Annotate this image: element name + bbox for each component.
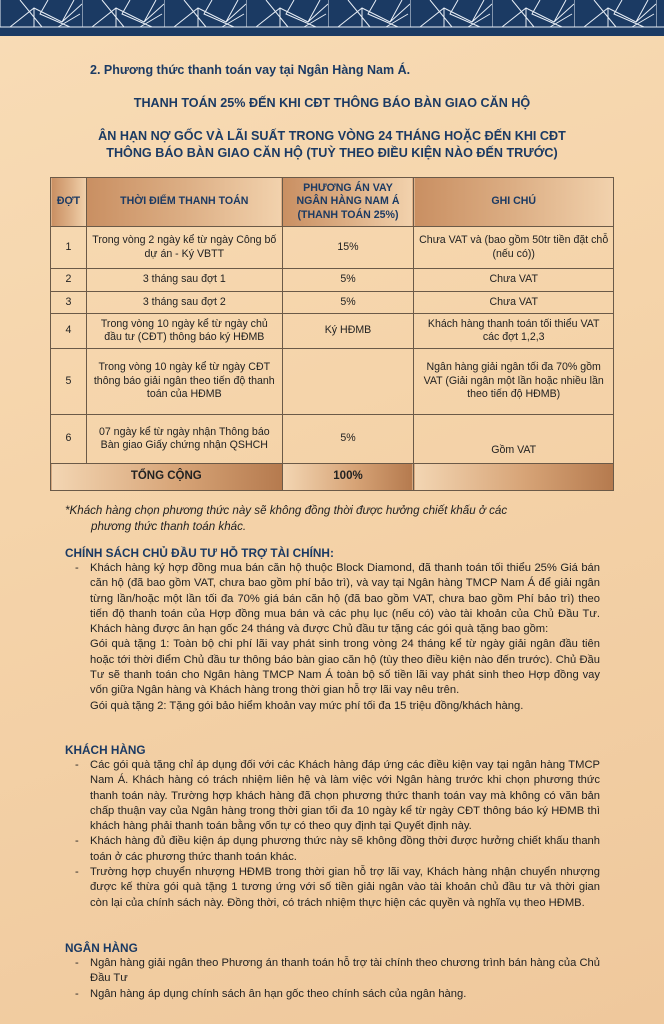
list-item	[70, 987, 600, 1002]
table-header-row	[51, 178, 614, 227]
header-note: GHI CHÚ	[414, 178, 614, 227]
list-item	[70, 561, 600, 637]
cell-dot: 6	[51, 415, 87, 464]
bullet-dash: -	[75, 562, 79, 574]
cell-time: Trong vòng 10 ngày kể từ ngày chủ đầu tư (CĐT) thông báo ký HĐMB	[86, 314, 282, 349]
policy-body	[70, 561, 600, 714]
cell-plan: 5%	[282, 292, 414, 314]
cell-plan: 5%	[282, 415, 414, 464]
header-band	[0, 0, 664, 36]
footnote-line1: *Khách hàng chọn phương thức này sẽ không đồng thời được hưởng chiết khấu ở các	[65, 504, 508, 517]
table-row	[51, 314, 614, 349]
header-plan: PHƯƠNG ÁN VAY NGÂN HÀNG NAM Á (THANH TOÁN 25%)	[282, 178, 414, 227]
customer-title: KHÁCH HÀNG	[65, 743, 146, 757]
table-row	[51, 269, 614, 292]
table-row	[51, 292, 614, 314]
title-grace-line1: ÂN HẠN NỢ GỐC VÀ LÃI SUẤT TRONG VÒNG 24 THÁNG HOẶC ĐẾN KHI CĐT	[98, 129, 566, 143]
list-item	[70, 956, 600, 987]
cell-note: Gồm VAT	[414, 415, 614, 464]
item-text: Các gói quà tặng chỉ áp dụng đối với các Khách hàng đáp ứng các điều kiện vay tại ngân hàng TMCP Nam Á. Khách hàng có trách nhiệm liên hệ và làm việc với Ngân hàng trước khi chọn phương thức thanh toán này. Trường hợp khách hàng đã chọn phương thức thanh toán vay mà không có văn bản chấp thuận vay của Ngân hàng trong thời gian tối đa 10 ngày kể từ ngày CĐT thông báo ký HĐMB thì khách hàng phải thanh toán bằng vốn tự có theo quy định tại Quyết định này.	[90, 759, 600, 833]
cell-time: Trong vòng 10 ngày kể từ ngày CĐT thông báo giải ngân theo tiến độ thanh toán của HĐMB	[86, 349, 282, 415]
bullet-dash: -	[75, 987, 79, 1000]
bullet-dash: -	[75, 835, 79, 848]
table-row	[51, 349, 614, 415]
item-text: Ngân hàng áp dụng chính sách ân hạn gốc theo chính sách của ngân hàng.	[90, 987, 467, 1000]
list-item	[70, 834, 600, 865]
gift-1: Gói quà tặng 1: Toàn bộ chi phí lãi vay phát sinh trong vòng 24 tháng kể từ ngày giải ngân đầu tiên hoặc tới thời điểm Chủ đầu tư thông báo bàn giao căn hộ (tùy theo điều kiện nào đến trước). Chủ Đầu Tư sẽ thanh toán cho Ngân hàng TMCP Nam Á toàn bộ số tiền lãi vay phát sinh theo Hợp đồng vay vốn giữa Ngân hàng và Khách hàng trong thời gian hỗ trợ lãi vay nêu trên.	[90, 638, 600, 697]
bullet-dash: -	[75, 957, 79, 969]
title-grace-line2: THÔNG BÁO BÀN GIAO CĂN HỘ (TUỲ THEO ĐIỀU KIỆN NÀO ĐẾN TRƯỚC)	[106, 146, 558, 160]
bank-title: NGÂN HÀNG	[65, 941, 138, 955]
cell-plan: 5%	[282, 269, 414, 292]
table-total-row	[51, 464, 614, 491]
total-label: TỔNG CỘNG	[51, 464, 283, 491]
cell-dot: 4	[51, 314, 87, 349]
cell-note: Ngân hàng giải ngân tối đa 70% gồm VAT (Giải ngân một lần hoặc nhiều lần theo tiến độ HĐMB)	[414, 349, 614, 415]
section-heading: 2. Phương thức thanh toán vay tại Ngân Hàng Nam Á.	[90, 63, 411, 77]
gift-2: Gói quà tặng 2: Tặng gói bảo hiểm khoản vay mức phí tối đa 15 triệu đồng/khách hàng.	[90, 699, 524, 712]
item-text: Khách hàng ký hợp đồng mua bán căn hộ thuộc Block Diamond, đã thanh toán tối thiểu 25% Giá bán căn hộ (đã bao gồm VAT, chưa bao gồm phí bảo trì), và vay tại Ngân hàng TMCP Nam Á để giải ngân từng lần/hoặc một lần tối đa 70% giá bán căn hộ (đã bao gồm VAT, chưa bao gồm Phí bảo trì) theo tiến độ thanh toán của Hợp đồng mua bán và các phụ lục (nếu có) vào tài khoản của Chủ Đầu Tư. Khách hàng được ân hạn gốc 24 tháng và được Chủ đầu tư tặng các gói quà tặng bao gồm:	[90, 562, 600, 636]
footnote	[65, 503, 600, 535]
table-row	[51, 227, 614, 269]
cell-dot: 1	[51, 227, 87, 269]
list-item	[70, 758, 600, 834]
cell-dot: 2	[51, 269, 87, 292]
payment-table	[50, 177, 614, 491]
cell-plan: Ký HĐMB	[282, 314, 414, 349]
cell-dot: 3	[51, 292, 87, 314]
policy-title: CHÍNH SÁCH CHỦ ĐẦU TƯ HỖ TRỢ TÀI CHÍNH:	[65, 546, 334, 560]
header-time: THỜI ĐIỂM THANH TOÁN	[86, 178, 282, 227]
bullet-dash: -	[75, 759, 79, 771]
item-text: Khách hàng đủ điều kiện áp dụng phương thức này sẽ không đồng thời được hưởng chiết khấu thanh toán ở các phương thức thanh toán khác.	[90, 835, 600, 863]
cell-note: Chưa VAT	[414, 269, 614, 292]
total-value: 100%	[282, 464, 414, 491]
cell-dot: 5	[51, 349, 87, 415]
footnote-line2: phương thức thanh toán khác.	[91, 520, 247, 533]
list-item	[70, 865, 600, 911]
cell-note: Chưa VAT	[414, 292, 614, 314]
item-text: Ngân hàng giải ngân theo Phương án thanh toán hỗ trợ tài chính theo chương trình bán hàng của Chủ Đầu Tư	[90, 957, 600, 985]
customer-body	[70, 758, 600, 911]
cell-time: 3 tháng sau đợt 2	[86, 292, 282, 314]
item-text: Trường hợp chuyển nhượng HĐMB trong thời gian hỗ trợ lãi vay, Khách hàng nhận chuyển nhượng được kế thừa gói quà tặng 1 tương ứng với số tiền giải ngân vào tài khoản chủ đầu tư và thời gian còn lại của chính sách này. Đồng thời, có trách nhiệm thực hiện các quyền và nghĩa vụ theo HĐMB.	[90, 866, 600, 909]
bullet-dash: -	[75, 866, 79, 879]
cell-plan: 15%	[282, 227, 414, 269]
cell-note: Khách hàng thanh toán tối thiểu VAT các đợt 1,2,3	[414, 314, 614, 349]
cell-note: Chưa VAT và (bao gồm 50tr tiền đặt chỗ (nếu có))	[414, 227, 614, 269]
cell-time: 3 tháng sau đợt 1	[86, 269, 282, 292]
cell-plan	[282, 349, 414, 415]
header-dot: ĐỢT	[51, 178, 87, 227]
cell-time: 07 ngày kể từ ngày nhận Thông báo Bàn giao Giấy chứng nhận QSHCH	[86, 415, 282, 464]
table-row	[51, 415, 614, 464]
bank-body	[70, 956, 600, 1002]
cell-time: Trong vòng 2 ngày kể từ ngày Công bố dự án - Ký VBTT	[86, 227, 282, 269]
total-note	[414, 464, 614, 491]
title-payment: THANH TOÁN 25% ĐẾN KHI CĐT THÔNG BÁO BÀN GIAO CĂN HỘ	[133, 96, 531, 110]
geometric-pattern-icon	[0, 0, 664, 33]
